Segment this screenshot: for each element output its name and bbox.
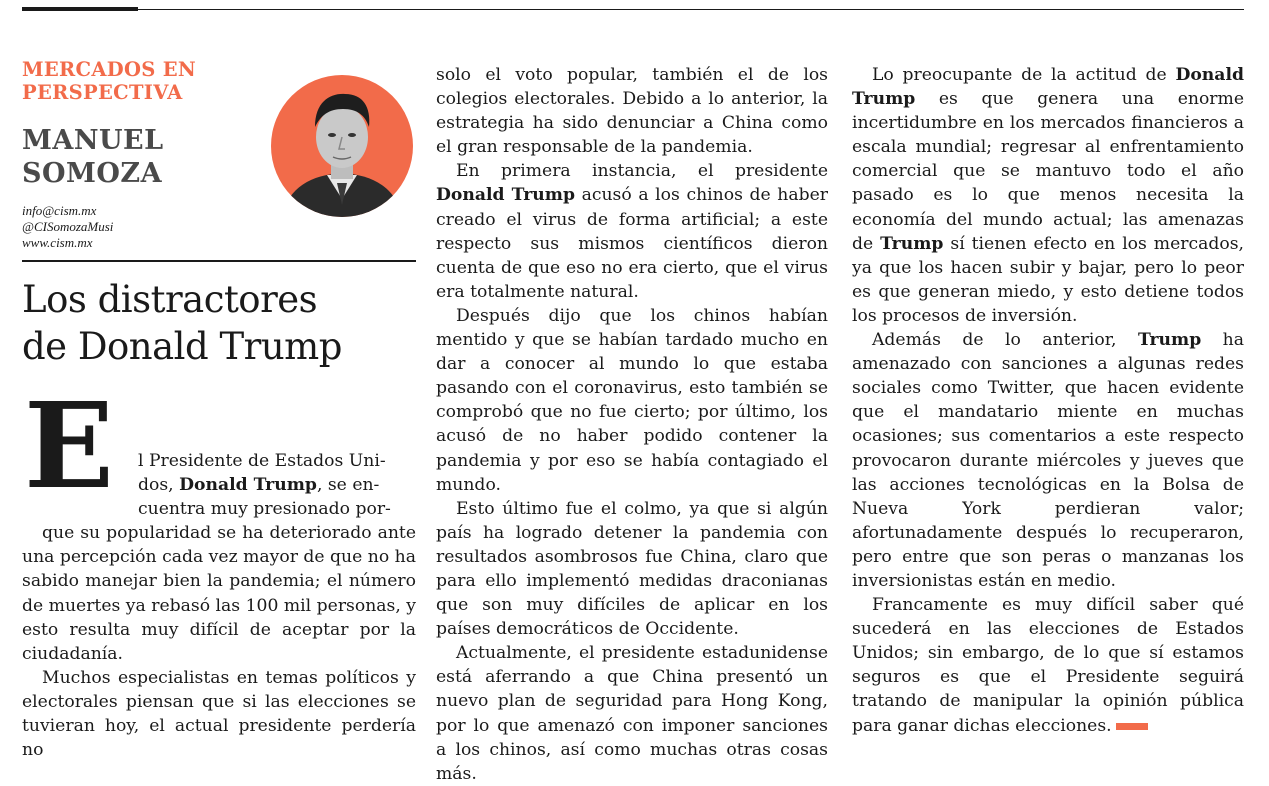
drop-cap: E (24, 376, 114, 515)
paragraph-1: que su popularidad se ha deteriorado ante una percepción cada vez mayor de que no ha sabido manejar bien la pandemia; el número de muertes ya rebasó las 100 mil personas, y esto resulta muy difícil de aceptar por la ciudadanía. (22, 523, 416, 664)
author-website: www.cism.mx (22, 235, 93, 250)
paragraph-2: Muchos especialistas en temas políticos y electorales piensan que si las elecciones se tuvieran hoy, el actual presidente perdería no (22, 667, 416, 761)
author-twitter: @CISomozaMusi (22, 219, 114, 234)
paragraph-9: Francamente es muy difícil saber qué sucederá en las elecciones de Estados Unidos; sin embargo, de lo que sí estamos seguros es que el Presidente seguirá tratando de manipular la opinión pública para ganar dichas elecciones. (852, 595, 1244, 736)
paragraph-6: Actualmente, el presidente estadunidense está aferrando a que China presentó un nuevo plan de seguridad para Hong Kong, por lo que amenazó con imponer sanciones a los chinos, así como muchas otras cosas más. (436, 643, 828, 784)
article-column-3 (852, 63, 1244, 738)
author-photo (271, 75, 413, 217)
author-contacts (22, 203, 113, 251)
article-headline: Los distractores de Donald Trump (22, 278, 342, 368)
paragraph-8: Además de lo anterior, Trump ha amenazado con sanciones a algunas redes sociales como Twitter, que hacen evidente que el mandatario miente en muchas ocasiones; sus comentarios a este respecto provocaron durante miércoles y jueves que las acciones tecnológicas en la Bolsa de Nueva York perdieran valor; afortunadamente después lo recuperaron, pero entre que son peras o manzanas los inversionistas están en medio. (852, 330, 1244, 591)
header-divider (22, 260, 416, 262)
top-rule-thin (138, 9, 1244, 10)
author-portrait-icon (271, 75, 413, 217)
end-mark (1116, 723, 1148, 730)
article-column-1 (22, 449, 416, 762)
paragraph-1-lead: l Presidente de Estados Uni- dos, Donald Trump, se en- cuentra muy presionado por- (138, 451, 391, 520)
section-title: MERCADOS EN PERSPECTIVA (22, 58, 197, 104)
paragraph-7: Lo preocupante de la actitud de Donald Trump es que genera una enorme incertidumbre en los mercados financieros a escala mundial; regresar al enfrentamiento comercial que se mantuvo todo el año pasado es lo que menos necesita la economía del mundo actual; las amenazas de Trump sí tienen efecto en los mercados, ya que los hacen subir y bajar, pero lo peor es que generan miedo, y esto detiene todos los procesos de inversión. (852, 65, 1244, 326)
author-name: MANUEL SOMOZA (22, 125, 164, 189)
paragraph-4: Después dijo que los chinos habían mentido y que se habían tardado mucho en dar a conocer al mundo lo que estaba pasando con el coronavirus, esto también se comprobó que no fue cierto; por último, los acusó de no haber podido contener la pandemia y por eso se había contagiado el mundo. (436, 305, 828, 495)
paragraph-3: En primera instancia, el presidente Donald Trump acusó a los chinos de haber creado el virus de forma artificial; a este respecto sus mismos científicos dieron cuenta de que eso no era cierto, que el virus era totalmente natural. (436, 161, 828, 302)
paragraph-5: Esto último fue el colmo, ya que si algún país ha logrado detener la pandemia con resultados asombrosos fue China, claro que para ello implementó medidas draconianas que son muy difíciles de aplicar en los países democráticos de Occidente. (436, 498, 828, 640)
top-rule-thick (22, 7, 138, 11)
author-email: info@cism.mx (22, 203, 97, 218)
article-column-2 (436, 63, 828, 786)
paragraph-2-cont: solo el voto popular, también el de los colegios electorales. Debido a lo anterior, la estrategia ha sido denunciar a China como el gran responsable de la pandemia. (436, 65, 828, 158)
